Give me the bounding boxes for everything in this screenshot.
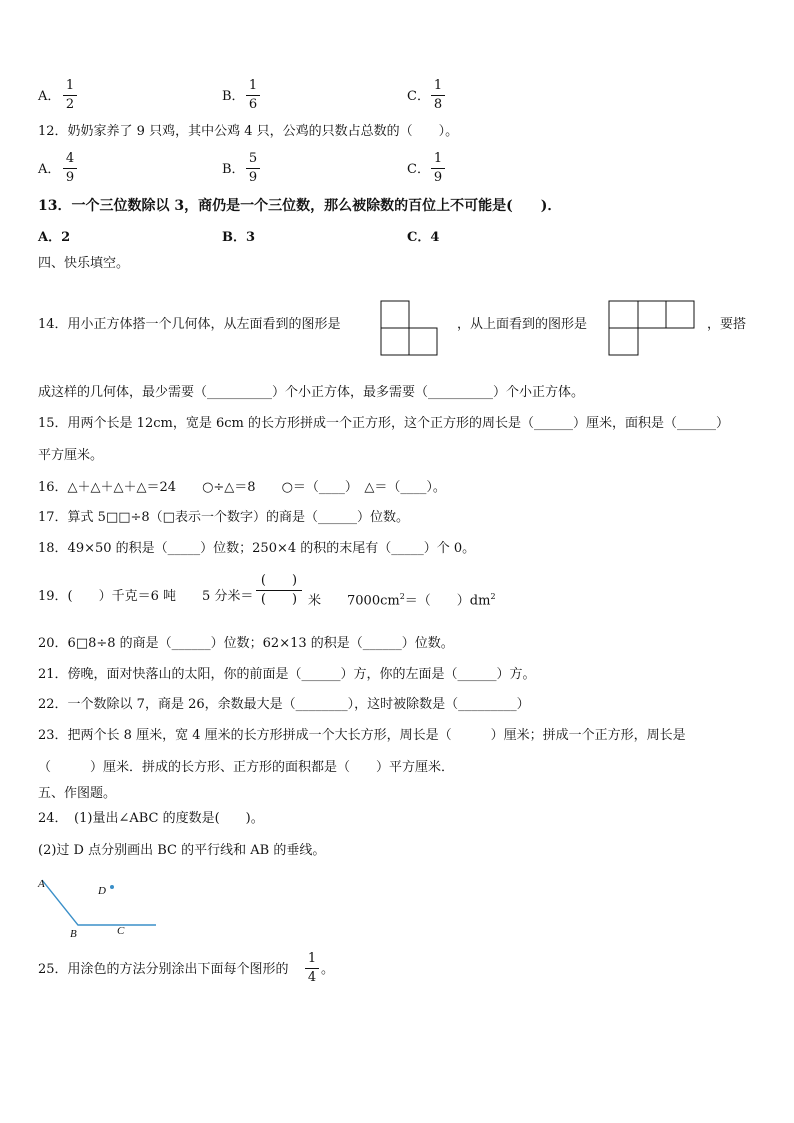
- q12-option-c-fraction: [431, 152, 445, 185]
- fraction-numerator: 5: [248, 151, 258, 166]
- fraction-denominator: 9: [248, 170, 258, 185]
- point-b-label: B: [70, 928, 77, 940]
- q13-option-b: B．3: [222, 230, 256, 245]
- q19-text-part1: 19．( ）千克＝6 吨 5 分米＝: [38, 589, 254, 604]
- q25-tail: 。: [321, 962, 335, 977]
- q13-question: 13．一个三位数除以 3，商仍是一个三位数，那么被除数的百位上不可能是( )．: [38, 198, 562, 214]
- q11-option-a-fraction: [63, 79, 77, 112]
- q18-question: 18．49×50 的积是（_____）位数；250×4 的积的末尾有（_____）个 0。: [38, 541, 476, 556]
- superscript: 2: [399, 592, 405, 601]
- fraction-denominator: ( ): [260, 592, 298, 607]
- q19-blank-fraction: [256, 573, 302, 608]
- q22-question: 22．一个数除以 7，商是 26，余数最大是（________），这时被除数是（_________）: [38, 697, 530, 712]
- q11-option-c-label: C．: [407, 89, 430, 104]
- fraction-numerator: 1: [433, 151, 443, 166]
- q19-unit-text: 米 7000cm: [308, 593, 400, 609]
- fraction-denominator: 4: [307, 970, 317, 985]
- q24-line2: (2)过 D 点分别画出 BC 的平行线和 AB 的垂线。: [38, 843, 326, 858]
- q12-option-b-fraction: [246, 152, 260, 185]
- q16-question: 16．△＋△＋△＋△＝24 ○÷△＝8 ○＝（____） △＝（____）。: [38, 480, 446, 495]
- q14-left-view-figure: [380, 300, 440, 358]
- fraction-numerator: 1: [433, 78, 443, 93]
- q13-option-c: C．4: [407, 230, 440, 245]
- q15-line2: 平方厘米。: [38, 448, 104, 463]
- q14-text-part3: ，要搭: [707, 317, 747, 332]
- q11-option-b-fraction: [246, 79, 260, 112]
- fraction-numerator: 1: [307, 951, 317, 966]
- q12-option-a-label: A．: [38, 162, 61, 177]
- q14-text-part2: ，从上面看到的图形是: [457, 317, 588, 332]
- point-d-label: D: [98, 885, 106, 897]
- point-c-label: C: [117, 925, 125, 937]
- section-heading-drawing: 五、作图题。: [38, 786, 117, 801]
- fraction-numerator: 1: [65, 78, 75, 93]
- q11-option-a-label: A．: [38, 89, 61, 104]
- q19-unit-text-2: ＝（ ）dm: [404, 593, 491, 609]
- q13-option-a: A．2: [38, 230, 71, 245]
- q24-line1: 24． (1)量出∠ABC 的度数是( )。: [38, 811, 264, 826]
- q14-line2: 成这样的几何体，最少需要（__________）个小正方体，最多需要（__________）个小正方体。: [38, 385, 585, 400]
- q17-question: 17．算式 5□□÷8（□表示一个数字）的商是（______）位数。: [38, 510, 409, 525]
- fraction-denominator: 9: [433, 170, 443, 185]
- fraction-numerator: ( ): [260, 573, 298, 588]
- superscript: 2: [490, 592, 496, 601]
- fraction-numerator: 4: [65, 151, 75, 166]
- section-heading-fill-in: 四、快乐填空。: [38, 256, 130, 271]
- q20-question: 20．6□8÷8 的商是（______）位数；62×13 的积是（______）位数。: [38, 636, 454, 651]
- q23-line1: 23．把两个长 8 厘米，宽 4 厘米的长方形拼成一个大长方形，周长是（ ）厘米；拼成一个正方形，周长是: [38, 728, 686, 743]
- q15-line1: 15．用两个长是 12cm，宽是 6cm 的长方形拼成一个正方形，这个正方形的周长是（______）厘米，面积是（______）: [38, 416, 729, 431]
- fraction-numerator: 1: [248, 78, 258, 93]
- fraction-denominator: 6: [248, 97, 258, 112]
- q14-top-view-figure: [608, 300, 698, 358]
- q21-question: 21．傍晚，面对快落山的太阳，你的前面是（______）方，你的左面是（______）方。: [38, 667, 536, 682]
- q12-option-c-label: C．: [407, 162, 430, 177]
- fraction-denominator: 2: [65, 97, 75, 112]
- q14-text-part1: 14．用小正方体搭一个几何体，从左面看到的图形是: [38, 317, 341, 332]
- fraction-denominator: 9: [65, 170, 75, 185]
- q11-option-b-label: B．: [222, 89, 245, 104]
- angle-abc-diagram: [30, 870, 170, 942]
- q23-line2: （ ）厘米．拼成的长方形、正方形的面积都是（ ）平方厘米．: [38, 760, 455, 775]
- point-a-label: A: [38, 878, 45, 890]
- q12-question: 12．奶奶家养了 9 只鸡，其中公鸡 4 只，公鸡的只数占总数的（ ）。: [38, 124, 459, 139]
- q12-option-a-fraction: [63, 152, 77, 185]
- fraction-denominator: 8: [433, 97, 443, 112]
- q19-text-part2: [308, 589, 496, 609]
- q11-option-c-fraction: [431, 79, 445, 112]
- q25-question: 25．用涂色的方法分别涂出下面每个图形的: [38, 962, 289, 977]
- q25-fraction: [305, 952, 319, 985]
- q12-option-b-label: B．: [222, 162, 245, 177]
